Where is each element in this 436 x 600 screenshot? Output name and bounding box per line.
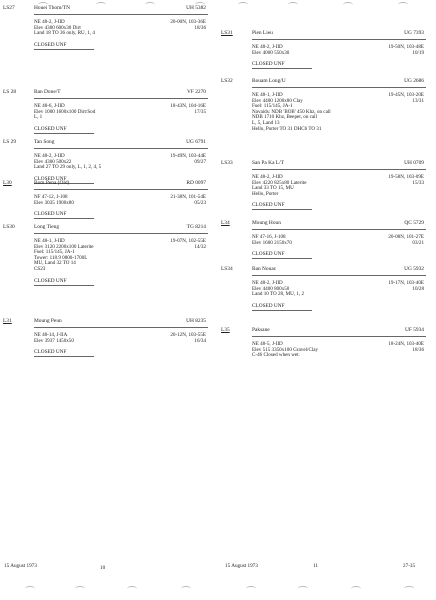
closed-status: CLOSED UNF (34, 211, 67, 218)
site-name: Moung Peun (34, 318, 62, 324)
grid-reference: UH 5382 (186, 5, 206, 11)
grid-reference: UF 5934 (404, 327, 424, 333)
closed-rule (34, 285, 94, 286)
closed-rule (34, 49, 94, 50)
coordinates-line: 13/31 (412, 98, 424, 104)
right-footer-page: 11 (313, 563, 318, 569)
coordinates-line: 19-45N, 103-20E (388, 92, 424, 98)
closed-status: CLOSED UNF (34, 41, 67, 48)
coordinates-line: 14/32 (194, 244, 206, 250)
coordinates-line: 18-24N, 103-40E (388, 341, 424, 347)
site-code: LS32 (221, 78, 233, 84)
detail-line: Tower: 118.9 0800-1700L (34, 254, 88, 261)
left-footer-date: 15 August 1973 (4, 563, 37, 569)
grid-reference: VF 2270 (186, 89, 206, 95)
detail-line: L, 5, Land 13 (252, 120, 280, 126)
detail-line: Elev 3937 1450x50 (34, 337, 74, 344)
header-rule (252, 169, 426, 170)
detail-line: Hello, Porter (252, 190, 279, 197)
coordinates-line: 19-49N, 103-44E (170, 153, 206, 159)
coordinates-line: 10/28 (412, 286, 424, 292)
coordinates-line: 19-50N, 103-48E (388, 44, 424, 50)
detail-line: NE 48-1, J-IID (252, 92, 283, 98)
detail-line: NDB 1710 Khz, Beeper, on call (252, 114, 318, 121)
detail-line: NE 48-6, J-IID (34, 103, 65, 109)
coordinates-line: 20-00N, 103-36E (170, 19, 206, 25)
site-name: Ban Nouac (252, 266, 277, 272)
grid-reference: TG 8214 (186, 224, 206, 230)
detail-line: Elev 4000 550x30 (252, 49, 290, 56)
closed-status: CLOSED UNF (34, 349, 67, 356)
coordinates-line: 16/34 (194, 338, 206, 344)
site-code: LS 28 (3, 89, 17, 95)
header-rule (252, 39, 426, 40)
closed-status: CLOSED UNF (34, 175, 67, 182)
site-code: L30 (3, 180, 12, 186)
site-name: Pien Lieu (252, 30, 273, 36)
coordinates-line: 18/36 (194, 25, 206, 31)
header-rule (34, 327, 208, 328)
left-footer-page: 10 (100, 565, 106, 571)
closed-rule (252, 209, 312, 210)
site-code: L31 (3, 318, 12, 324)
coordinates-line: 03/21 (412, 240, 424, 246)
detail-line: NE 48-1, J-IID (34, 238, 65, 244)
grid-reference: UG 2686 (404, 78, 424, 84)
coordinates-line: 20-08N, 101-27E (388, 234, 424, 240)
detail-line: Elev 3120 2200x100 Laterite (34, 243, 94, 250)
detail-line: Fuel: 115/145, JA-1 (252, 103, 293, 110)
detail-line: NE 48-2, J-IID (252, 44, 283, 50)
site-code: L34 (221, 220, 230, 226)
header-rule (34, 98, 208, 99)
site-code: LS30 (3, 224, 15, 230)
site-name: Bom Pena (Old) (34, 180, 70, 186)
site-name: Ban Done/T (34, 89, 61, 95)
closed-status: CLOSED UNF (252, 251, 285, 258)
coordinates-line: 19-17N, 103-40E (388, 280, 424, 286)
bottom-punch-holes (0, 586, 218, 596)
header-rule (34, 148, 208, 149)
detail-line: NF 47-12, J-108 (34, 194, 68, 200)
detail-line: Navaids: NDB 'BOB' 450 Khz, on call (252, 108, 331, 115)
header-rule (34, 14, 208, 15)
detail-line: Land 18 TO 36 only, RU, 1, 4 (34, 30, 95, 37)
closed-status: CLOSED UNF (252, 202, 285, 209)
site-name: Houei Thom/TN (34, 5, 70, 11)
coordinates-line: 20-12N, 103-55E (170, 332, 206, 338)
airfield-entry (218, 78, 436, 168)
site-code: LS31 (221, 30, 233, 36)
detail-line: Elev 4220 825x80 Laterite (252, 179, 307, 186)
site-code: LS27 (3, 5, 15, 11)
header-rule (34, 233, 208, 234)
coordinates-line: 10/19 (412, 50, 424, 56)
detail-line: Hello, Porter TO 31 DHC6 TO 31 (252, 125, 322, 132)
right-page (218, 0, 436, 600)
closed-status: CLOSED UNF (252, 61, 285, 68)
closed-rule (252, 310, 312, 311)
bottom-punch-holes (218, 586, 436, 596)
airfield-entry (218, 327, 436, 417)
detail-line: NF 47-16, J-108 (252, 234, 286, 240)
grid-reference: UH 0709 (404, 160, 424, 166)
site-name: Moung Houn (252, 220, 281, 226)
airfield-entry (0, 224, 218, 314)
detail-line: Elev 1000 1600x100 Dirt/Sod (34, 108, 96, 115)
detail-line: NE 48-14, J-IIA (34, 332, 68, 338)
detail-line: NE 48-2, J-IID (252, 174, 283, 180)
site-name: Long Tieng (34, 224, 60, 230)
grid-reference: UG 5932 (404, 266, 424, 272)
grid-reference: RD 0097 (186, 180, 206, 186)
closed-rule (34, 356, 94, 357)
site-code: L35 (221, 327, 230, 333)
coordinates-line: 18/36 (412, 347, 424, 353)
detail-line: Land 10 TO 28, MU, 1, 2 (252, 291, 305, 298)
header-rule (252, 229, 426, 230)
detail-line: CS23 (34, 266, 46, 272)
airfield-entry (0, 318, 218, 408)
right-footer-date: 15 August 1973 (225, 563, 258, 569)
site-name: Bouam Long/U (252, 78, 286, 84)
detail-line: Land 27 TO 29 only, L, 1, 2, 4, 5 (34, 164, 102, 171)
closed-rule (252, 258, 312, 259)
detail-line: Land 33 TO 15, MU (252, 185, 294, 192)
closed-rule (34, 218, 94, 219)
detail-line: Elev 4400 1200x80 Clay (252, 97, 303, 104)
closed-status: CLOSED UNF (34, 125, 67, 132)
detail-line: Elev 4400 800x50 (252, 285, 290, 292)
coordinates-line: 09/27 (194, 159, 206, 165)
coordinates-line: 05/23 (194, 200, 206, 206)
coordinates-line: 19-07N, 102-55E (170, 238, 206, 244)
detail-line: C-46 Closed when wet. (252, 352, 300, 359)
header-rule (34, 189, 208, 190)
closed-rule (252, 68, 312, 69)
coordinates-line: 15/33 (412, 180, 424, 186)
detail-line: Fuel: 115/145, JA-1 (34, 249, 75, 256)
site-code: LS33 (221, 160, 233, 166)
detail-line: NE 48-5, J-IID (252, 341, 283, 347)
grid-reference: UG 7393 (404, 30, 424, 36)
site-code: LS 29 (3, 139, 17, 145)
detail-line: MU, Land 32 TO 14 (34, 260, 76, 267)
closed-rule (34, 133, 94, 134)
header-rule (252, 87, 426, 88)
grid-reference: UH 8235 (186, 318, 206, 324)
detail-line: L, 1 (34, 114, 43, 121)
detail-line: Elev 4300 500x22 (34, 158, 72, 165)
detail-line: Elev 515 3350x100 Gravel/Clay (252, 346, 319, 353)
coordinates-line: 17/35 (194, 109, 206, 115)
site-name: Paksane (252, 327, 270, 333)
coordinates-line: 21-38N, 101-54E (170, 194, 206, 200)
airfield-entry (0, 5, 218, 95)
coordinates-line: 18-43N, 104-16E (170, 103, 206, 109)
closed-status: CLOSED UNF (252, 302, 285, 309)
coordinates-line: 19-58N, 103-09E (388, 174, 424, 180)
detail-line: NE 48-2, J-IID (34, 19, 65, 25)
punch-holes (218, 2, 436, 12)
detail-line: Elev 4300 600x30 Dirt (34, 24, 81, 31)
detail-line: Elev 3035 1900x80 (34, 199, 74, 206)
detail-line: Elev 1600 2150x70 (252, 239, 292, 246)
site-name: Tan Song (34, 139, 55, 145)
grid-reference: QC 5729 (404, 220, 424, 226)
detail-line: NE 48-2, J-IID (34, 153, 65, 159)
header-rule (252, 336, 426, 337)
site-code: LS34 (221, 266, 233, 272)
site-name: San Pa Ka L/T (252, 160, 284, 166)
right-footer-range: 27-35 (403, 563, 416, 569)
detail-line: NE 48-2, J-IID (252, 280, 283, 286)
grid-reference: UG 6791 (186, 139, 206, 145)
header-rule (252, 275, 426, 276)
closed-status: CLOSED UNF (34, 277, 67, 284)
